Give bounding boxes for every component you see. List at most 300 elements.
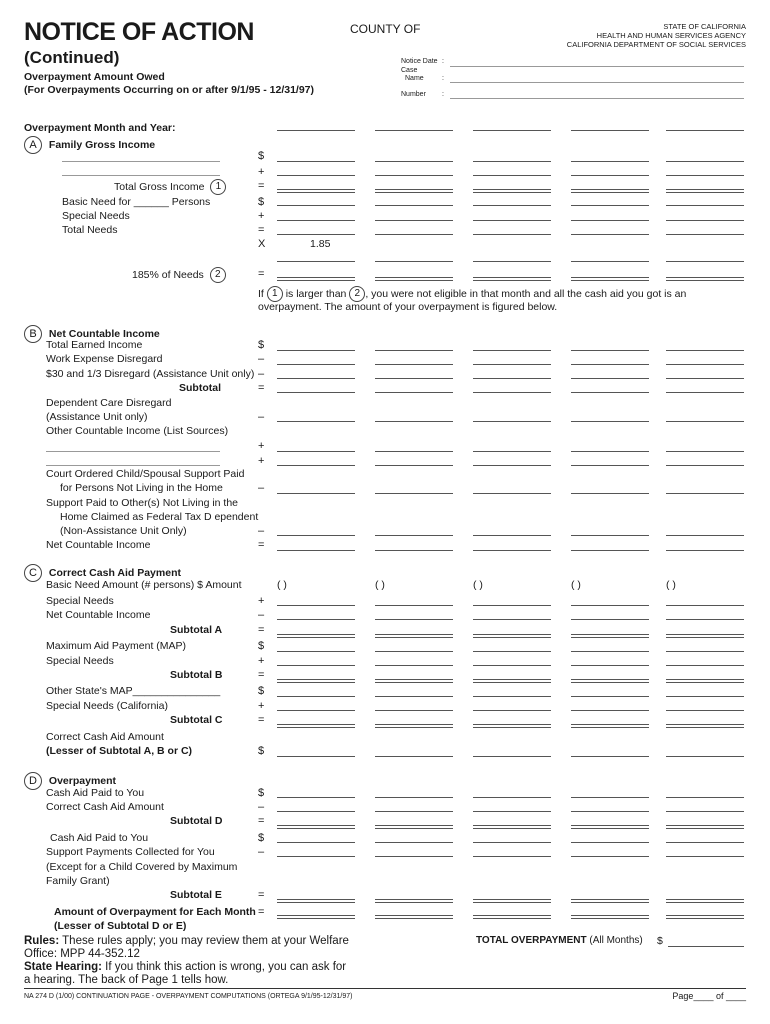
amount-field[interactable]	[473, 634, 551, 638]
total-earned-income-label: Total Earned Income	[46, 339, 143, 351]
amount-field[interactable]	[571, 130, 649, 131]
amount-field[interactable]	[666, 605, 744, 606]
amount-field[interactable]	[375, 261, 453, 262]
amount-field[interactable]	[666, 710, 744, 711]
operator-symbol: =	[258, 268, 265, 280]
footer-divider	[24, 988, 746, 989]
amount-field[interactable]	[375, 451, 453, 452]
rules-label: Rules:	[24, 935, 60, 947]
amount-field[interactable]	[473, 220, 551, 221]
amount-field[interactable]	[666, 899, 744, 903]
operator-symbol: =	[258, 906, 265, 918]
amount-field[interactable]	[375, 605, 453, 606]
notice-date-label: Notice Date	[401, 58, 438, 65]
amount-field[interactable]	[666, 550, 744, 551]
amount-field[interactable]	[571, 842, 649, 843]
state-line: HEALTH AND HUMAN SERVICES AGENCY	[596, 31, 746, 40]
amount-field[interactable]	[473, 161, 551, 162]
amount-field[interactable]	[571, 392, 649, 393]
amount-field[interactable]	[571, 679, 649, 683]
persons-count-field[interactable]: ( )	[571, 579, 581, 591]
amount-field[interactable]	[666, 825, 744, 829]
persons-count-field[interactable]: ( )	[277, 579, 287, 591]
income-source-field[interactable]	[62, 175, 220, 176]
amount-field[interactable]	[375, 899, 453, 903]
amount-field[interactable]	[277, 605, 355, 606]
amount-field[interactable]	[375, 277, 453, 281]
amount-field[interactable]	[277, 696, 355, 697]
operator-symbol: X	[258, 238, 266, 250]
amount-field[interactable]	[277, 679, 355, 683]
amount-field[interactable]	[571, 205, 649, 206]
support-collected-sublabel: (Except for a Child Covered by Maximum	[46, 861, 238, 873]
operator-symbol: =	[258, 669, 265, 681]
number-label: Number	[401, 91, 426, 98]
amount-field[interactable]	[666, 465, 744, 466]
amount-field[interactable]	[666, 392, 744, 393]
correct-cash-aid-sublabel: (Lesser of Subtotal A, B or C)	[46, 745, 193, 757]
court-support-label: Court Ordered Child/Spousal Support Paid	[46, 468, 245, 480]
operator-symbol: =	[258, 815, 265, 827]
amount-field[interactable]	[571, 825, 649, 829]
amount-field[interactable]	[277, 130, 355, 131]
special-needs-ca-label: Special Needs (California)	[46, 700, 168, 712]
amount-field[interactable]	[375, 130, 453, 131]
state-line: STATE OF CALIFORNIA	[663, 22, 746, 31]
amount-field[interactable]	[375, 634, 453, 638]
hearing-label: State Hearing:	[24, 961, 102, 973]
amount-field[interactable]	[375, 392, 453, 393]
case-number-field[interactable]	[450, 98, 744, 99]
amount-field[interactable]	[277, 634, 355, 638]
amount-field[interactable]	[571, 364, 649, 365]
amount-field[interactable]	[277, 797, 355, 798]
amount-field[interactable]	[375, 421, 453, 422]
amount-field[interactable]	[571, 175, 649, 176]
operator-symbol: =	[258, 180, 265, 192]
page-number: Page____ of ____	[672, 991, 746, 1001]
amount-field[interactable]	[375, 364, 453, 365]
total-dollar-sign: $	[657, 935, 663, 947]
operator-symbol: +	[258, 700, 265, 712]
amount-field[interactable]	[571, 634, 649, 638]
amount-field[interactable]	[571, 899, 649, 903]
amount-field[interactable]	[277, 451, 355, 452]
amount-field[interactable]	[666, 915, 744, 919]
state-line: CALIFORNIA DEPARTMENT OF SOCIAL SERVICES	[566, 40, 746, 49]
amount-field[interactable]	[666, 175, 744, 176]
amount-field[interactable]	[375, 619, 453, 620]
amount-field[interactable]	[571, 277, 649, 281]
amount-field[interactable]	[375, 550, 453, 551]
amount-field[interactable]	[666, 234, 744, 235]
amount-field[interactable]	[375, 378, 453, 379]
amount-field[interactable]	[571, 724, 649, 728]
amount-field[interactable]	[375, 205, 453, 206]
hearing-text: State Hearing: If you think this action is wrong, you can ask for a hearing. The back of Page 1 tells how.	[24, 961, 347, 986]
amount-field[interactable]	[473, 465, 551, 466]
amount-field[interactable]	[571, 421, 649, 422]
amount-field[interactable]	[571, 451, 649, 452]
work-expense-label: Work Expense Disregard	[46, 353, 163, 365]
amount-field[interactable]	[666, 378, 744, 379]
amount-field[interactable]	[473, 842, 551, 843]
amount-field[interactable]	[473, 175, 551, 176]
amount-field[interactable]	[375, 651, 453, 652]
amount-field[interactable]	[473, 724, 551, 728]
amount-field[interactable]	[571, 535, 649, 536]
amount-field[interactable]	[571, 161, 649, 162]
total-gross-income-label: Total Gross Income 1	[114, 179, 226, 195]
correct-cash-aid-label: Correct Cash Aid Amount	[46, 801, 164, 813]
subtotal-d-label: Subtotal D	[170, 815, 223, 827]
amount-field[interactable]	[473, 205, 551, 206]
amount-field[interactable]	[375, 825, 453, 829]
amount-field[interactable]	[666, 261, 744, 262]
amount-field[interactable]	[473, 651, 551, 652]
amount-field[interactable]	[571, 710, 649, 711]
net-countable-income-label: Net Countable Income	[46, 539, 151, 551]
amount-field[interactable]	[473, 277, 551, 281]
amount-field[interactable]	[277, 421, 355, 422]
amount-field[interactable]	[277, 234, 355, 235]
amount-field[interactable]	[473, 550, 551, 551]
disregard-label: $30 and 1/3 Disregard (Assistance Unit only)	[46, 368, 255, 380]
amount-field[interactable]	[571, 350, 649, 351]
support-paid-sublabel-2: (Non-Assistance Unit Only)	[60, 525, 187, 537]
amount-field[interactable]	[473, 130, 551, 131]
amount-field[interactable]	[571, 234, 649, 235]
amount-field[interactable]	[571, 756, 649, 757]
operator-symbol: =	[258, 539, 265, 551]
amount-field[interactable]	[277, 756, 355, 757]
eligibility-rule-text: If 1 is larger than 2 , you were not eligible in that month and all the cash aid you got is an	[258, 286, 686, 302]
form-title: NOTICE OF ACTION	[24, 18, 254, 46]
operator-symbol: –	[258, 368, 265, 380]
amount-field[interactable]	[571, 915, 649, 919]
amount-overpayment-sublabel: (Lesser of Subtotal D or E)	[54, 920, 187, 932]
name-label: Name	[405, 75, 424, 82]
max-aid-payment-label: Maximum Aid Payment (MAP)	[46, 640, 187, 652]
amount-field[interactable]	[571, 493, 649, 494]
amount-field[interactable]	[473, 392, 551, 393]
operator-symbol: $	[258, 150, 265, 162]
amount-field[interactable]	[277, 493, 355, 494]
amount-field[interactable]	[375, 724, 453, 728]
special-needs-label: Special Needs	[62, 210, 130, 222]
subtotal-e-label: Subtotal E	[170, 889, 222, 901]
amount-field[interactable]	[666, 277, 744, 281]
amount-field[interactable]	[375, 350, 453, 351]
operator-symbol: –	[258, 525, 265, 537]
form-number: NA 274 D (1/00) CONTINUATION PAGE - OVERPAYMENT COMPUTATIONS (ORTEGA 9/1/95-12/31/97)	[24, 993, 353, 1000]
amount-field[interactable]	[666, 651, 744, 652]
section-title: Correct Cash Aid Payment	[48, 566, 181, 579]
amount-field[interactable]	[375, 535, 453, 536]
operator-symbol: +	[258, 166, 265, 178]
other-state-map-label: Other State's MAP_______________	[46, 685, 221, 697]
amount-field[interactable]	[571, 261, 649, 262]
amount-field[interactable]	[666, 205, 744, 206]
amount-field[interactable]	[375, 756, 453, 757]
amount-field[interactable]	[473, 679, 551, 683]
operator-symbol: +	[258, 440, 265, 452]
amount-field[interactable]	[375, 161, 453, 162]
subtotal-a-label: Subtotal A	[170, 624, 223, 636]
special-needs-label: Special Needs	[46, 595, 114, 607]
amount-field[interactable]	[277, 619, 355, 620]
amount-field[interactable]	[666, 619, 744, 620]
eligibility-rule-text-2: overpayment. The amount of your overpayment is figured below.	[258, 301, 558, 313]
amount-field[interactable]	[473, 535, 551, 536]
amount-field[interactable]	[277, 350, 355, 351]
operator-symbol: +	[258, 210, 265, 222]
amount-field[interactable]	[277, 651, 355, 652]
circle-2-marker: 2	[349, 286, 365, 302]
amount-field[interactable]	[473, 493, 551, 494]
amount-field[interactable]	[375, 465, 453, 466]
amount-field[interactable]	[277, 856, 355, 857]
amount-field[interactable]	[375, 915, 453, 919]
county-label: COUNTY OF	[350, 22, 421, 36]
amount-field[interactable]	[666, 220, 744, 221]
section-letter: A	[24, 136, 42, 154]
amount-field[interactable]	[666, 189, 744, 193]
amount-field[interactable]	[571, 856, 649, 857]
rules-block	[24, 935, 354, 987]
cash-aid-paid-label: Cash Aid Paid to You	[50, 832, 149, 844]
amount-field[interactable]	[473, 451, 551, 452]
operator-symbol: =	[258, 889, 265, 901]
amount-field[interactable]	[277, 220, 355, 221]
amount-field[interactable]	[666, 350, 744, 351]
amount-field[interactable]	[571, 189, 649, 193]
amount-field[interactable]	[666, 493, 744, 494]
amount-field[interactable]	[473, 350, 551, 351]
operator-symbol: $	[258, 787, 265, 799]
operator-symbol: +	[258, 655, 265, 667]
court-support-sublabel: for Persons Not Living in the Home	[60, 482, 223, 494]
amount-field[interactable]	[666, 535, 744, 536]
support-collected-label: Support Payments Collected for You	[46, 846, 215, 858]
amount-field[interactable]	[375, 710, 453, 711]
amount-field[interactable]	[277, 261, 355, 262]
amount-field[interactable]	[666, 724, 744, 728]
amount-field[interactable]	[571, 465, 649, 466]
amount-field[interactable]	[375, 493, 453, 494]
amount-field[interactable]	[277, 915, 355, 919]
amount-field[interactable]	[277, 550, 355, 551]
operator-symbol: $	[258, 832, 265, 844]
amount-field[interactable]	[666, 364, 744, 365]
other-income-source-field[interactable]	[46, 465, 220, 466]
section-letter: C	[24, 564, 42, 582]
operator-symbol: $	[258, 745, 265, 757]
amount-field[interactable]	[571, 550, 649, 551]
total-overpayment-label: TOTAL OVERPAYMENT (All Months)	[476, 935, 643, 946]
amount-field[interactable]	[277, 175, 355, 176]
amount-field[interactable]	[277, 710, 355, 711]
amount-field[interactable]	[375, 189, 453, 193]
amount-field[interactable]	[666, 797, 744, 798]
dependent-care-sublabel: (Assistance Unit only)	[46, 411, 148, 423]
amount-field[interactable]	[666, 856, 744, 857]
amount-field[interactable]	[666, 696, 744, 697]
state-agency-block	[567, 22, 746, 49]
amount-field[interactable]	[473, 619, 551, 620]
support-paid-label: Support Paid to Other(s) Not Living in the	[46, 497, 239, 509]
notice-date-field[interactable]	[450, 66, 744, 67]
section-title: Overpayment	[48, 774, 117, 787]
month-year-label: Overpayment Month and Year:	[24, 122, 176, 134]
section-title: Family Gross Income	[48, 138, 156, 151]
income-source-field[interactable]	[62, 161, 220, 162]
subtitle-dates: (For Overpayments Occurring on or after 9/1/95 - 12/31/97)	[24, 84, 315, 96]
amount-field[interactable]	[473, 421, 551, 422]
amount-field[interactable]	[473, 234, 551, 235]
amount-field[interactable]	[571, 619, 649, 620]
operator-symbol: –	[258, 801, 265, 813]
amount-field[interactable]	[375, 842, 453, 843]
amount-field[interactable]	[473, 915, 551, 919]
support-collected-sublabel-2: Family Grant)	[46, 875, 110, 887]
amount-field[interactable]	[571, 378, 649, 379]
amount-field[interactable]	[473, 899, 551, 903]
amount-field[interactable]	[473, 811, 551, 812]
amount-field[interactable]	[571, 797, 649, 798]
amount-field[interactable]	[571, 696, 649, 697]
net-countable-income-label: Net Countable Income	[46, 609, 151, 621]
amount-field[interactable]	[666, 842, 744, 843]
amount-field[interactable]	[473, 605, 551, 606]
amount-field[interactable]	[375, 797, 453, 798]
total-overpayment-field[interactable]	[668, 946, 744, 947]
amount-field[interactable]	[277, 364, 355, 365]
operator-symbol: +	[258, 455, 265, 467]
amount-field[interactable]	[277, 392, 355, 393]
amount-field[interactable]	[277, 205, 355, 206]
amount-field[interactable]	[666, 679, 744, 683]
other-income-label: Other Countable Income (List Sources)	[46, 425, 229, 437]
operator-symbol: =	[258, 624, 265, 636]
operator-symbol: $	[258, 640, 265, 652]
amount-field[interactable]	[375, 234, 453, 235]
amount-field[interactable]	[473, 364, 551, 365]
amount-field[interactable]	[473, 665, 551, 666]
circle-2-marker: 2	[210, 267, 226, 283]
amount-field[interactable]	[571, 605, 649, 606]
amount-field[interactable]	[277, 277, 355, 281]
amount-field[interactable]	[277, 465, 355, 466]
amount-field[interactable]	[473, 189, 551, 193]
basic-need-label: Basic Need for ______ Persons	[62, 196, 211, 208]
case-label: Case	[401, 67, 418, 74]
amount-field[interactable]	[277, 825, 355, 829]
amount-field[interactable]	[473, 856, 551, 857]
section-letter: D	[24, 772, 42, 790]
circle-1-marker: 1	[267, 286, 283, 302]
persons-count-field[interactable]: ( )	[473, 579, 483, 591]
support-paid-sublabel: Home Claimed as Federal Tax D ependent	[60, 511, 259, 523]
amount-field[interactable]	[571, 651, 649, 652]
operator-symbol: =	[258, 714, 265, 726]
amount-field[interactable]	[277, 378, 355, 379]
amount-field[interactable]	[666, 756, 744, 757]
amount-field[interactable]	[375, 696, 453, 697]
amount-field[interactable]	[277, 161, 355, 162]
subtotal-b-label: Subtotal B	[170, 669, 223, 681]
persons-count-field[interactable]: ( )	[375, 579, 385, 591]
persons-count-field[interactable]: ( )	[666, 579, 676, 591]
amount-field[interactable]	[375, 175, 453, 176]
amount-field[interactable]	[666, 130, 744, 131]
amount-field[interactable]	[666, 161, 744, 162]
special-needs-label: Special Needs	[46, 655, 114, 667]
case-name-field[interactable]	[450, 82, 744, 83]
amount-field[interactable]	[277, 724, 355, 728]
amount-overpayment-label: Amount of Overpayment for Each Month	[54, 906, 256, 918]
section-a-heading	[24, 136, 155, 154]
operator-symbol: $	[258, 196, 265, 208]
amount-field[interactable]	[277, 811, 355, 812]
dependent-care-label: Dependent Care Disregard	[46, 397, 172, 409]
amount-field[interactable]	[473, 710, 551, 711]
amount-field[interactable]	[375, 679, 453, 683]
operator-symbol: –	[258, 353, 265, 365]
amount-field[interactable]	[277, 842, 355, 843]
amount-field[interactable]	[375, 811, 453, 812]
operator-symbol: $	[258, 685, 265, 697]
subtotal-c-label: Subtotal C	[170, 714, 223, 726]
amount-field[interactable]	[666, 451, 744, 452]
amount-field[interactable]	[571, 665, 649, 666]
operator-symbol: +	[258, 595, 265, 607]
amount-field[interactable]	[473, 797, 551, 798]
amount-field[interactable]	[473, 378, 551, 379]
amount-field[interactable]	[473, 696, 551, 697]
operator-symbol: –	[258, 411, 265, 423]
amount-field[interactable]	[277, 899, 355, 903]
pct-of-needs-label: 185% of Needs 2	[132, 267, 226, 283]
operator-symbol: –	[258, 846, 265, 858]
operator-symbol: –	[258, 482, 265, 494]
amount-field[interactable]	[277, 665, 355, 666]
correct-cash-aid-label: Correct Cash Aid Amount	[46, 731, 164, 743]
amount-field[interactable]	[666, 665, 744, 666]
amount-field[interactable]	[473, 756, 551, 757]
operator-symbol: $	[258, 339, 265, 351]
other-income-source-field[interactable]	[46, 451, 220, 452]
amount-field[interactable]	[277, 189, 355, 193]
amount-field[interactable]	[666, 634, 744, 638]
circle-1-marker: 1	[210, 179, 226, 195]
operator-symbol: –	[258, 609, 265, 621]
continued-label: (Continued)	[24, 48, 120, 67]
section-title: Net Countable Income	[48, 327, 160, 340]
amount-field[interactable]	[666, 421, 744, 422]
rules-text: Rules: These rules apply; you may review them at your Welfare Office: MPP 44-352.12	[24, 935, 349, 960]
amount-field[interactable]	[666, 811, 744, 812]
amount-field[interactable]	[375, 220, 453, 221]
amount-field[interactable]	[571, 811, 649, 812]
amount-field[interactable]	[375, 665, 453, 666]
amount-field[interactable]	[375, 856, 453, 857]
total-needs-label: Total Needs	[62, 224, 118, 236]
amount-field[interactable]	[277, 535, 355, 536]
amount-field[interactable]	[473, 825, 551, 829]
amount-field[interactable]	[473, 261, 551, 262]
amount-field[interactable]	[571, 220, 649, 221]
